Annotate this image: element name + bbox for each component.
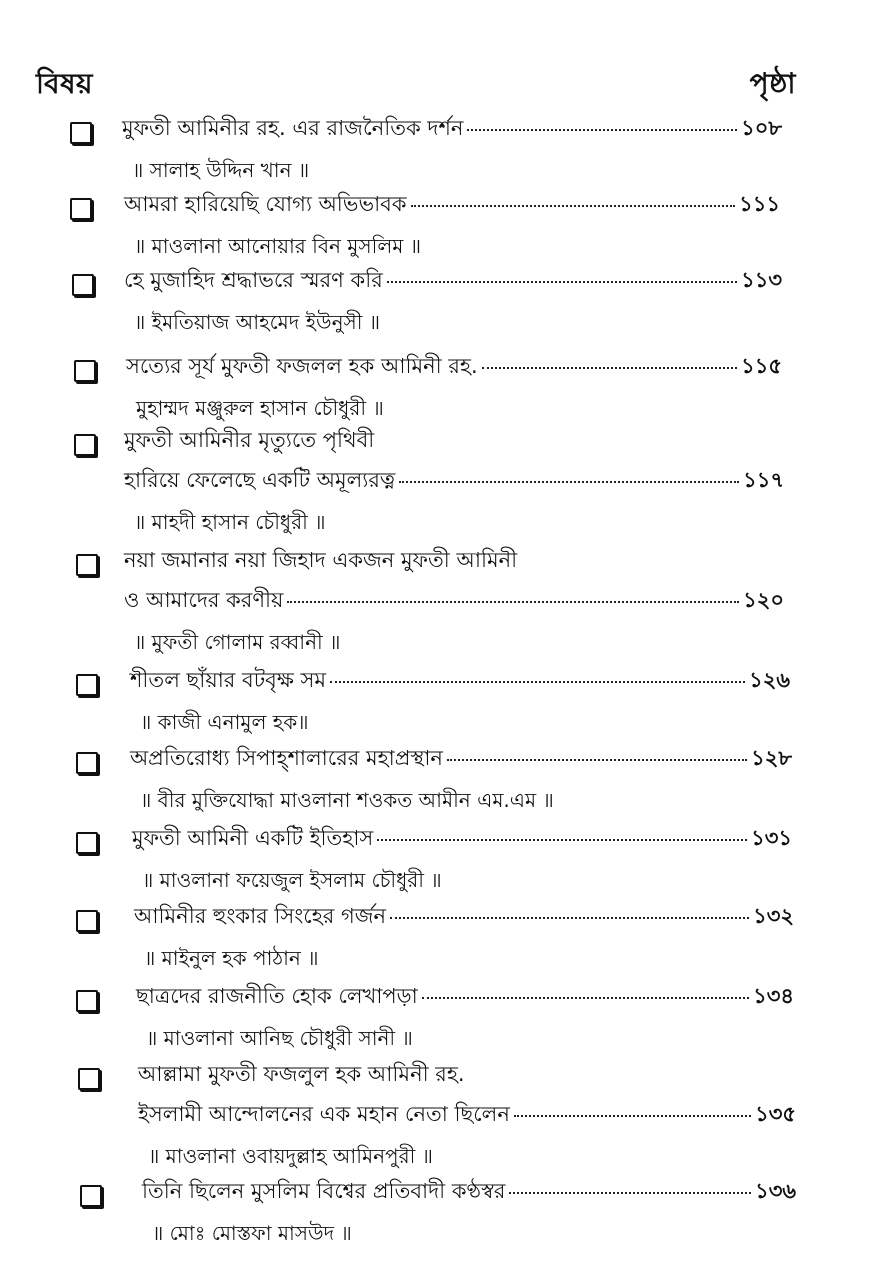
entry-page-number: ১২৮ [751,746,792,770]
entry-page-number: ১৩৪ [753,984,794,1008]
entry-title: ইসলামী আন্দোলনের এক মহান নেতা ছিলেন [138,1102,510,1126]
checkbox-square-icon [70,122,92,144]
entry-page-number: ১১৩ [741,268,782,292]
entry-title: অপ্রতিরোধ্য সিপাহ্‌শালারের মহাপ্রস্থান [130,746,443,770]
entry-title: ছাত্রদের রাজনীতি হোক লেখাপড়া [136,984,418,1008]
entry-page-number: ১১৭ [743,468,784,492]
dot-leader [377,838,747,841]
entry-page-number: ১২৬ [749,668,790,692]
dot-leader [390,916,749,919]
dot-leader [399,480,739,483]
checkbox-square-icon [76,554,98,576]
checkbox-square-icon [70,198,92,220]
checkbox-square-icon [76,752,98,774]
dot-leader [330,680,745,683]
entry-title: হে মুজাহিদ শ্রদ্ধাভরে স্মরণ করি [124,268,383,292]
entry-title: তিনি ছিলেন মুসলিম বিশ্বের প্রতিবাদী কণ্ঠস্বর [142,1179,506,1203]
entry-title: শীতল ছাঁয়ার বটবৃক্ষ সম [130,668,327,692]
checkbox-square-icon [74,360,96,382]
entry-page-number: ১১৫ [741,354,782,378]
entry-page-number: ১৩১ [751,826,792,850]
entry-title: হারিয়ে ফেলেছে একটি অমূল্যরত্ন [124,468,396,492]
entry-author: ॥ মাইনুল হক পাঠান ॥ [144,946,319,970]
entry-title: আল্লামা মুফতী ফজলুল হক আমিনী রহ. [138,1062,465,1086]
entry-title: নয়া জমানার নয়া জিহাদ একজন মুফতী আমিনী [124,548,518,572]
dot-leader [467,128,737,131]
entry-title: সত্যের সূর্য মুফতী ফজলল হক আমিনী রহ. [126,354,478,378]
entry-author: ॥ মাহদী হাসান চৌধুরী ॥ [134,510,326,534]
checkbox-square-icon [76,990,98,1012]
dot-leader [422,996,749,999]
entry-author: ॥ মোঃ মোস্তফা মাসউদ ॥ [152,1221,352,1245]
entry-title: আমরা হারিয়েছি যোগ্য অভিভাবক [124,192,407,216]
entry-author: ॥ বীর মুক্তিযোদ্ধা মাওলানা শওকত আমীন এম.এম ॥ [140,788,554,812]
entry-title: মুফতী আমিনীর রহ. এর রাজনৈতিক দর্শন [122,116,464,140]
checkbox-square-icon [76,674,98,696]
entry-author: ॥ সালাহ উদ্দিন খান ॥ [132,158,310,182]
entry-author: ॥ মুফতী গোলাম রব্বানী ॥ [134,630,341,654]
entry-title: মুফতী আমিনীর মৃত্যুতে পৃথিবী [124,428,375,452]
dot-leader [509,1191,751,1194]
entry-page-number: ১২০ [743,588,784,612]
dot-leader [482,366,737,369]
checkbox-square-icon [76,910,98,932]
entry-page-number: ১৩২ [753,904,794,928]
entry-author: ॥ মাওলানা আনোয়ার বিন মুসলিম ॥ [134,234,422,258]
subject-heading: বিষয় [36,67,94,100]
entry-author: ॥ মাওলানা ফয়েজুল ইসলাম চৌধুরী ॥ [142,868,442,892]
checkbox-square-icon [78,1068,100,1090]
checkbox-square-icon [76,832,98,854]
checkbox-square-icon [80,1185,102,1207]
dot-leader [447,758,747,761]
checkbox-square-icon [72,274,94,296]
entry-title: ও আমাদের করণীয় [124,588,284,612]
entry-author: ॥ মাওলানা ওবায়দুল্লাহ আমিনপুরী ॥ [148,1144,433,1168]
dot-leader [287,600,739,603]
entry-page-number: ১০৮ [741,116,782,140]
entry-title: মুফতী আমিনী একটি ইতিহাস [132,826,374,850]
entry-page-number: ১১১ [739,192,780,216]
dot-leader [514,1114,751,1117]
entry-page-number: ১৩৬ [755,1179,796,1203]
dot-leader [387,280,737,283]
page-heading: পৃষ্ঠা [749,67,796,100]
entry-author: ॥ মাওলানা আনিছ চৌধুরী সানী ॥ [146,1026,413,1050]
entry-author: ॥ ইমতিয়াজ আহমেদ ইউনুসী ॥ [134,310,381,334]
checkbox-square-icon [74,434,96,456]
entry-title: আমিনীর হুংকার সিংহের গর্জন [134,904,387,928]
entry-page-number: ১৩৫ [755,1102,796,1126]
entry-author: মুহাম্মদ মঞ্জুরুল হাসান চৌধুরী ॥ [136,396,384,420]
entry-author: ॥ কাজী এনামুল হক॥ [140,710,309,734]
dot-leader [411,204,736,207]
